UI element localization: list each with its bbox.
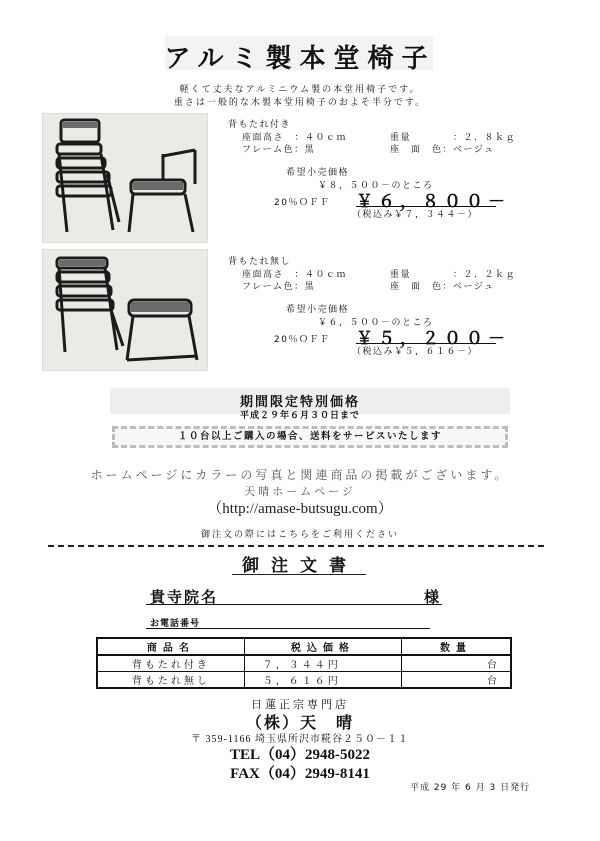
product-2-seat-color: 座 面 色：ベージュ xyxy=(390,282,495,292)
intro-line-2: 重さは一般的な木製本堂用椅子のおよそ半分です。 xyxy=(173,98,427,108)
column-header-price: 税込価格 xyxy=(244,638,401,655)
temple-name-label: 貴寺院名 xyxy=(150,588,219,606)
product-2-price: ￥５，２００－ xyxy=(356,329,510,349)
product-1-price: ￥６，８００－ xyxy=(356,192,510,212)
company-address: 〒 359-1166 埼玉県所沢市糀谷２５０－１１ xyxy=(191,734,409,745)
product-2-weight: 重量 ：２．２ｋｇ xyxy=(390,270,517,280)
issue-date: 平成 29 年 6 月 3 日発行 xyxy=(410,783,531,793)
order-table xyxy=(96,637,512,689)
column-header-item: 商品名 xyxy=(97,638,244,655)
row-quantity-field[interactable]: 台 xyxy=(402,655,511,672)
row-price: ７，３４４円 xyxy=(244,655,401,672)
shipping-notice: １０台以上ご購入の場合、送料をサービスいたします xyxy=(112,426,508,448)
product-1-seat-color: 座 面 色：ベージュ xyxy=(390,145,495,155)
product-2-frame-color: フレーム色：黒 xyxy=(242,282,316,292)
product-1-seat-height: 座面高さ ：４０ｃｍ xyxy=(242,133,348,143)
homepage-notice: ホームページにカラーの写真と関連商品の掲載がございます。 xyxy=(90,468,510,482)
product-1-name: 背もたれ付き xyxy=(228,120,292,130)
phone-label: お電話番号 xyxy=(150,619,201,629)
cut-line xyxy=(48,545,544,547)
product-1-msrp: ￥８，５００－のところ xyxy=(318,181,434,191)
table-row xyxy=(97,672,511,689)
row-item: 背もたれ無し xyxy=(97,672,244,689)
promo-until: 平成２９年６月３０日まで xyxy=(239,411,360,421)
order-title-underline xyxy=(232,574,366,575)
company-tagline: 日蓮正宗専門店 xyxy=(251,698,349,711)
product-2-discount: 20％ＯＦＦ xyxy=(274,335,331,345)
product-2-tax-included: （税込み￥５，６１６－） xyxy=(352,347,479,357)
product-1-discount: 20％ＯＦＦ xyxy=(274,198,331,208)
product-2-seat-height: 座面高さ ：４０ｃｍ xyxy=(242,270,348,280)
order-form-title: 御注文書 xyxy=(242,556,358,576)
row-price: ５，６１６円 xyxy=(244,672,401,689)
row-quantity-field[interactable]: 台 xyxy=(402,672,511,689)
homepage-label: 天晴ホームページ xyxy=(244,485,356,498)
company-tel: TEL（04）2948-5022 xyxy=(229,747,370,763)
chair-without-backrest-photo xyxy=(42,249,208,371)
product-1-tax-included: （税込み￥７，３４４－） xyxy=(352,210,479,220)
row-item: 背もたれ付き xyxy=(97,655,244,672)
company-name: （株）天 晴 xyxy=(245,713,354,732)
order-note: 御注文の際にはこちらをご利用ください xyxy=(200,530,399,540)
temple-name-field[interactable] xyxy=(146,604,442,605)
promo-title: 期間限定特別価格 xyxy=(239,395,360,410)
page-title: アルミ製本堂椅子 xyxy=(164,44,436,74)
product-1-frame-color: フレーム色：黒 xyxy=(242,145,316,155)
product-1-msrp-label: 希望小売価格 xyxy=(286,168,350,178)
chair-with-backrest-photo xyxy=(42,113,208,243)
phone-field[interactable] xyxy=(146,628,430,629)
company-fax: FAX（04）2949-8141 xyxy=(230,766,370,782)
column-header-quantity: 数量 xyxy=(402,638,511,655)
product-2-name: 背もたれ無し xyxy=(228,257,292,267)
product-2-msrp: ￥６，５００－のところ xyxy=(318,318,434,328)
intro-line-1: 軽くて丈夫なアルミニウム製の本堂用椅子です。 xyxy=(179,85,421,95)
homepage-url[interactable]: （http://amase-butsugu.com） xyxy=(207,501,393,517)
product-1-weight: 重量 ：２．８ｋｇ xyxy=(390,133,517,143)
honorific: 様 xyxy=(424,588,440,606)
product-2-msrp-label: 希望小売価格 xyxy=(286,305,350,315)
table-row xyxy=(97,655,511,672)
